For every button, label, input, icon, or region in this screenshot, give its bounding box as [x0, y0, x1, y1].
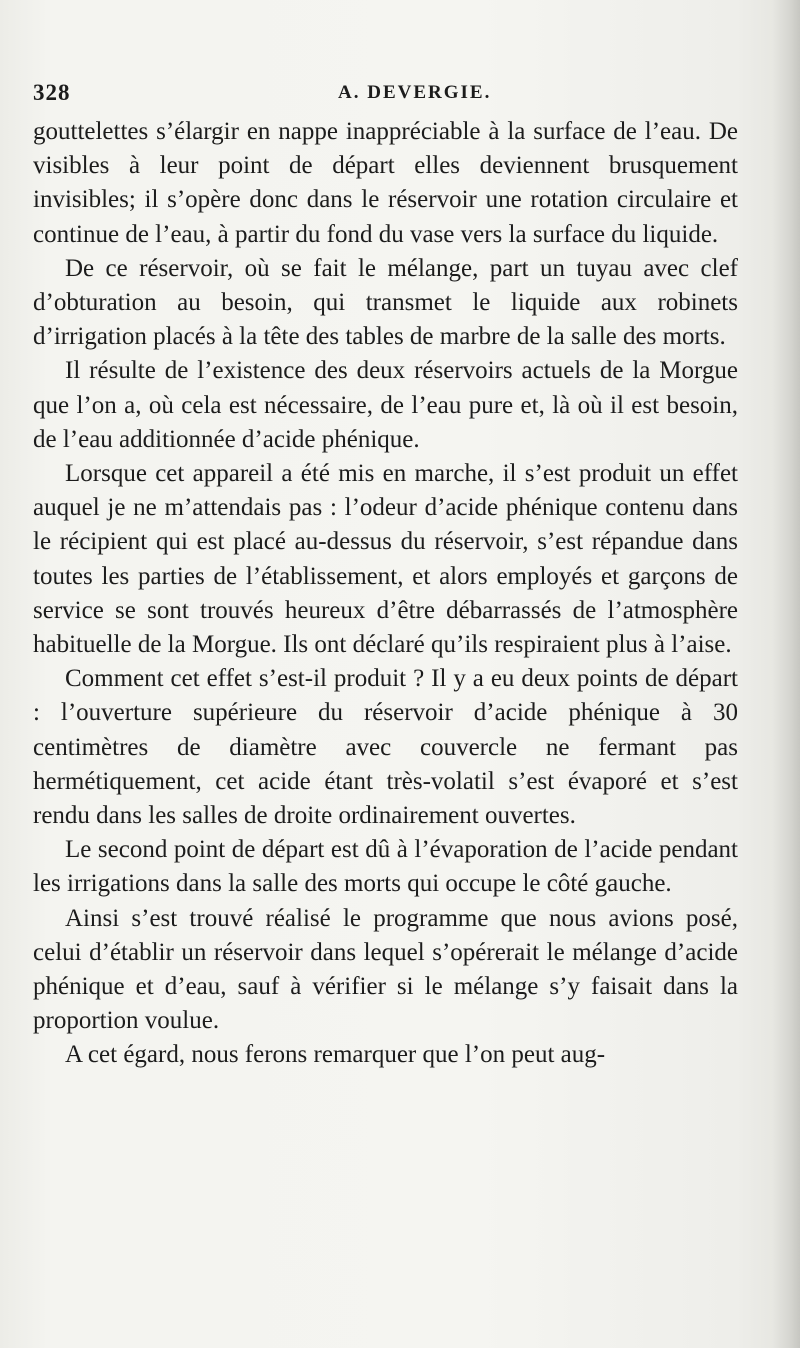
body-text [33, 115, 738, 1073]
paragraph-final: A cet égard, nous ferons remarquer que l’on peut aug- [65, 1041, 606, 1069]
paragraph: De ce réservoir, où se fait le mélange, part un tuyau avec clef d’obturation au besoin, qui transmet le liquide aux robinets d’irrigation placés à la tête des tables de marbre de la salle des morts. [33, 254, 738, 351]
paragraph: Il résulte de l’existence des deux réservoirs actuels de la Morgue que l’on a, où cela est nécessaire, de l’eau pure et, là où il est besoin, de l’eau additionnée d’acide phénique. [33, 357, 738, 453]
page-header [33, 80, 733, 110]
page-edge-shadow [772, 0, 800, 1348]
paragraph: Ainsi s’est trouvé réalisé le programme que nous avions posé, celui d’établir un réservoir dans lequel s’opérerait le mélange d’acide phénique et d’eau, sauf à vérifier si le mélange s’y faisait dans la proportion voulue. [33, 904, 738, 1035]
page-number: 328 [33, 80, 71, 105]
paragraph: Le second point de départ est dû à l’évaporation de l’acide pendant les irrigations dans la salle des morts qui occupe le côté gauche. [33, 836, 738, 898]
running-head: A. DEVERGIE. [338, 82, 492, 103]
paragraph: Comment cet effet s’est-il produit ? Il y a eu deux points de départ : l’ouverture supérieure du réservoir d’acide phénique à 30 centimètres de diamètre avec couvercle ne fermant pas hermétiquement, cet acide étant très-volatil s’est évaporé et s’est rendu dans les salles de droite ordinairement ouvertes. [33, 665, 738, 830]
paragraph-continuation: gouttelettes s’élargir en nappe inappréciable à la surface de l’eau. De visibles à leur point de départ elles deviennent brusquement invisibles; il s’opère donc dans le réservoir une rotation circulaire et continue de l’eau, à partir du fond du vase vers la surface du liquide. [33, 118, 738, 248]
paragraph: Lorsque cet appareil a été mis en marche, il s’est produit un effet auquel je ne m’attendais pas : l’odeur d’acide phénique contenu dans le récipient qui est placé au-dessus du réservoir, s’est répandue dans toutes les parties de l’établissement, et alors employés et garçons de service se sont trouvés heureux d’être débarrassés de l’atmosphère habituelle de la Morgue. Ils ont déclaré qu’ils respiraient plus à l’aise. [33, 460, 738, 659]
